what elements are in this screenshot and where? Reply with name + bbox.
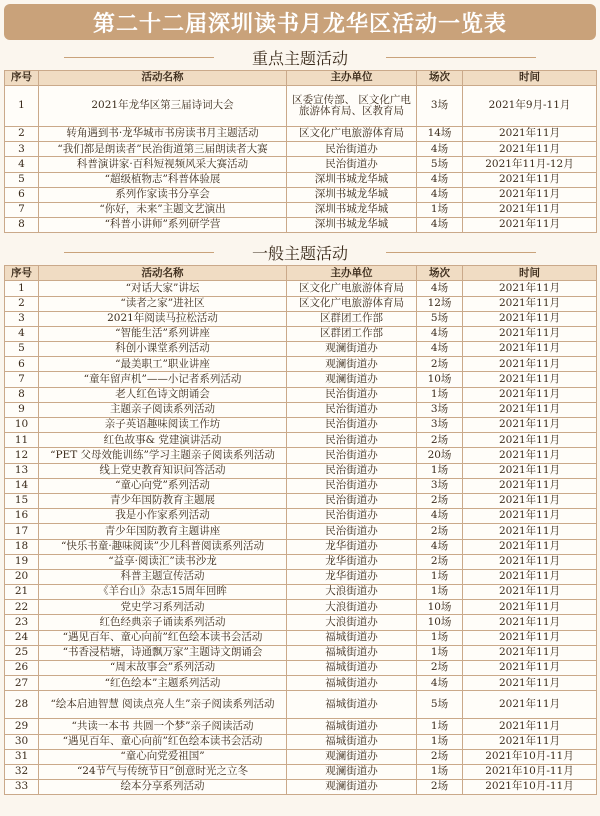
table-row — [5, 86, 597, 127]
cell-name: “红色绘本”主题系列活动 — [39, 676, 287, 691]
cell-name: “超级植物志”科普体验展 — [39, 172, 287, 187]
cell-no: 1 — [5, 281, 39, 296]
cell-time: 2021年11月 — [463, 296, 597, 311]
general-activities-table — [4, 265, 597, 795]
table-row — [5, 600, 597, 615]
cell-count: 2场 — [417, 661, 463, 676]
header-org: 主办单位 — [287, 71, 417, 86]
cell-no: 11 — [5, 433, 39, 448]
cell-no: 9 — [5, 402, 39, 417]
cell-no: 33 — [5, 780, 39, 795]
cell-name: “周末故事会”系列活动 — [39, 661, 287, 676]
cell-count: 3场 — [417, 418, 463, 433]
table-row — [5, 509, 597, 524]
table-row — [5, 218, 597, 233]
cell-time: 2021年10月-11月 — [463, 764, 597, 779]
cell-no: 12 — [5, 448, 39, 463]
table-row — [5, 418, 597, 433]
cell-org: 民治街道办 — [287, 402, 417, 417]
cell-name: 红色经典亲子诵读系列活动 — [39, 615, 287, 630]
cell-name: 老人红色诗文朗诵会 — [39, 387, 287, 402]
cell-time: 2021年11月 — [463, 524, 597, 539]
cell-org: 民治街道办 — [287, 433, 417, 448]
table-row — [5, 524, 597, 539]
cell-count: 4场 — [417, 187, 463, 202]
table-row — [5, 281, 597, 296]
cell-name: “对话大家”讲坛 — [39, 281, 287, 296]
cell-time: 2021年11月 — [463, 539, 597, 554]
cell-count: 3场 — [417, 478, 463, 493]
cell-name: 科普主题宣传活动 — [39, 569, 287, 584]
cell-count: 1场 — [417, 585, 463, 600]
cell-name: 主题亲子阅读系列活动 — [39, 402, 287, 417]
cell-time: 2021年11月 — [463, 645, 597, 660]
table-row — [5, 585, 597, 600]
cell-name: 亲子英语趣味阅读工作坊 — [39, 418, 287, 433]
cell-count: 4场 — [417, 218, 463, 233]
cell-org: 深圳书城龙华城 — [287, 218, 417, 233]
cell-org: 民治街道办 — [287, 387, 417, 402]
table-row — [5, 719, 597, 734]
cell-name: “遇见百年、童心向前”红色绘本读书会活动 — [39, 734, 287, 749]
cell-no: 14 — [5, 478, 39, 493]
cell-no: 5 — [5, 172, 39, 187]
header-count: 场次 — [417, 266, 463, 281]
general-table-body — [5, 281, 597, 795]
cell-org: 民治街道办 — [287, 142, 417, 157]
cell-time: 2021年11月 — [463, 433, 597, 448]
cell-time: 2021年11月 — [463, 357, 597, 372]
cell-no: 24 — [5, 630, 39, 645]
table-row — [5, 157, 597, 172]
cell-count: 4场 — [417, 676, 463, 691]
cell-time: 2021年11月 — [463, 569, 597, 584]
table-row — [5, 402, 597, 417]
cell-no: 3 — [5, 142, 39, 157]
cell-no: 20 — [5, 569, 39, 584]
cell-org: 福城街道办 — [287, 691, 417, 719]
cell-count: 2场 — [417, 554, 463, 569]
cell-time: 2021年11月-12月 — [463, 157, 597, 172]
cell-time: 2021年11月 — [463, 387, 597, 402]
cell-no: 1 — [5, 86, 39, 127]
table-row — [5, 749, 597, 764]
key-table-body — [5, 86, 597, 233]
cell-no: 16 — [5, 509, 39, 524]
table-row — [5, 676, 597, 691]
table-row — [5, 734, 597, 749]
cell-org: 民治街道办 — [287, 509, 417, 524]
table-row — [5, 630, 597, 645]
cell-org: 龙华街道办 — [287, 569, 417, 584]
cell-count: 4场 — [417, 281, 463, 296]
cell-count: 2场 — [417, 749, 463, 764]
cell-name: “最美职工”职业讲座 — [39, 357, 287, 372]
cell-time: 2021年11月 — [463, 554, 597, 569]
cell-count: 4场 — [417, 539, 463, 554]
page-title: 第二十二届深圳读书月龙华区活动一览表 — [4, 4, 596, 40]
cell-org: 龙华街道办 — [287, 539, 417, 554]
cell-no: 25 — [5, 645, 39, 660]
table-row — [5, 764, 597, 779]
cell-org: 民治街道办 — [287, 463, 417, 478]
cell-org: 民治街道办 — [287, 418, 417, 433]
cell-name: “童年留声机”——小记者系列活动 — [39, 372, 287, 387]
cell-no: 22 — [5, 600, 39, 615]
cell-org: 福城街道办 — [287, 676, 417, 691]
cell-time: 2021年11月 — [463, 127, 597, 142]
cell-org: 观澜街道办 — [287, 764, 417, 779]
cell-count: 12场 — [417, 296, 463, 311]
cell-name: 科普演讲家·百科短视频风采大赛活动 — [39, 157, 287, 172]
cell-org: 区群团工作部 — [287, 326, 417, 341]
cell-no: 29 — [5, 719, 39, 734]
cell-org: 区委宣传部、 区文化广电旅游体育局、区教育局 — [287, 86, 417, 127]
cell-time: 2021年10月-11月 — [463, 780, 597, 795]
cell-count: 4场 — [417, 172, 463, 187]
cell-count: 2场 — [417, 780, 463, 795]
table-row — [5, 569, 597, 584]
cell-no: 2 — [5, 296, 39, 311]
general-section-title: 一般主题活动 — [4, 239, 596, 265]
cell-name: “科普小讲师”系列研学营 — [39, 218, 287, 233]
cell-org: 福城街道办 — [287, 645, 417, 660]
cell-org: 区群团工作部 — [287, 311, 417, 326]
cell-name: 科创小课堂系列活动 — [39, 342, 287, 357]
cell-no: 27 — [5, 676, 39, 691]
cell-no: 6 — [5, 357, 39, 372]
cell-org: 区文化广电旅游体育局 — [287, 281, 417, 296]
cell-time: 2021年11月 — [463, 342, 597, 357]
cell-name: “绘本启迪智慧 阅读点亮人生”亲子阅读系列活动 — [39, 691, 287, 719]
cell-no: 21 — [5, 585, 39, 600]
cell-org: 区文化广电旅游体育局 — [287, 296, 417, 311]
cell-org: 深圳书城龙华城 — [287, 187, 417, 202]
cell-time: 2021年11月 — [463, 615, 597, 630]
cell-name: 红色故事& 党建演讲活动 — [39, 433, 287, 448]
cell-time: 2021年11月 — [463, 372, 597, 387]
cell-time: 2021年11月 — [463, 600, 597, 615]
cell-count: 2场 — [417, 493, 463, 508]
cell-org: 民治街道办 — [287, 448, 417, 463]
header-time: 时间 — [463, 71, 597, 86]
cell-name: “PET 父母效能训练”学习主题亲子阅读系列活动 — [39, 448, 287, 463]
table-row — [5, 478, 597, 493]
cell-name: 转角遇到书·龙华城市书房读书月主题活动 — [39, 127, 287, 142]
cell-count: 4场 — [417, 142, 463, 157]
header-no: 序号 — [5, 71, 39, 86]
cell-name: “书香浸桔塘，诗通飘万家”主题诗文朗诵会 — [39, 645, 287, 660]
header-name: 活动名称 — [39, 266, 287, 281]
key-activities-table — [4, 70, 597, 233]
cell-count: 1场 — [417, 463, 463, 478]
header-org: 主办单位 — [287, 266, 417, 281]
table-row — [5, 554, 597, 569]
cell-name: 《羊台山》杂志15周年回眸 — [39, 585, 287, 600]
cell-time: 2021年11月 — [463, 463, 597, 478]
cell-time: 2021年11月 — [463, 402, 597, 417]
cell-name: 青少年国防教育主题讲座 — [39, 524, 287, 539]
cell-org: 福城街道办 — [287, 630, 417, 645]
cell-count: 4场 — [417, 326, 463, 341]
table-row — [5, 342, 597, 357]
table-row — [5, 202, 597, 217]
cell-org: 深圳书城龙华城 — [287, 202, 417, 217]
cell-name: 2021年龙华区第三届诗词大会 — [39, 86, 287, 127]
cell-count: 5场 — [417, 691, 463, 719]
cell-no: 10 — [5, 418, 39, 433]
cell-org: 龙华街道办 — [287, 554, 417, 569]
cell-no: 17 — [5, 524, 39, 539]
table-row — [5, 387, 597, 402]
cell-name: 党史学习系列活动 — [39, 600, 287, 615]
cell-count: 3场 — [417, 402, 463, 417]
cell-count: 14场 — [417, 127, 463, 142]
cell-name: 线上党史教育知识问答活动 — [39, 463, 287, 478]
cell-count: 5场 — [417, 157, 463, 172]
cell-org: 福城街道办 — [287, 661, 417, 676]
cell-org: 区文化广电旅游体育局 — [287, 127, 417, 142]
cell-org: 福城街道办 — [287, 734, 417, 749]
cell-count: 4场 — [417, 509, 463, 524]
cell-count: 1场 — [417, 630, 463, 645]
cell-count: 2场 — [417, 433, 463, 448]
cell-time: 2021年11月 — [463, 281, 597, 296]
cell-time: 2021年11月 — [463, 734, 597, 749]
cell-name: 绘本分享系列活动 — [39, 780, 287, 795]
cell-no: 3 — [5, 311, 39, 326]
cell-count: 10场 — [417, 372, 463, 387]
cell-no: 30 — [5, 734, 39, 749]
cell-count: 1场 — [417, 764, 463, 779]
cell-name: “益享·阅读汇”读书沙龙 — [39, 554, 287, 569]
cell-count: 1场 — [417, 719, 463, 734]
cell-count: 1场 — [417, 202, 463, 217]
cell-no: 32 — [5, 764, 39, 779]
cell-name: “读者之家”进社区 — [39, 296, 287, 311]
cell-no: 4 — [5, 157, 39, 172]
cell-count: 3场 — [417, 86, 463, 127]
table-row — [5, 433, 597, 448]
cell-name: 系列作家读书分享会 — [39, 187, 287, 202]
cell-no: 19 — [5, 554, 39, 569]
cell-org: 民治街道办 — [287, 524, 417, 539]
table-row — [5, 372, 597, 387]
cell-no: 5 — [5, 342, 39, 357]
cell-count: 1场 — [417, 734, 463, 749]
cell-no: 7 — [5, 372, 39, 387]
table-row — [5, 539, 597, 554]
cell-time: 2021年11月 — [463, 676, 597, 691]
cell-no: 8 — [5, 218, 39, 233]
cell-time: 2021年11月 — [463, 661, 597, 676]
table-row — [5, 493, 597, 508]
table-row — [5, 691, 597, 719]
cell-name: “遇见百年、童心向前”红色绘本读书会活动 — [39, 630, 287, 645]
cell-count: 1场 — [417, 645, 463, 660]
cell-time: 2021年11月 — [463, 630, 597, 645]
table-row — [5, 142, 597, 157]
cell-no: 18 — [5, 539, 39, 554]
table-header-row — [5, 266, 597, 281]
cell-org: 民治街道办 — [287, 478, 417, 493]
cell-count: 1场 — [417, 569, 463, 584]
cell-count: 4场 — [417, 342, 463, 357]
cell-org: 大浪街道办 — [287, 600, 417, 615]
cell-no: 4 — [5, 326, 39, 341]
cell-name: 青少年国防教育主题展 — [39, 493, 287, 508]
cell-time: 2021年11月 — [463, 326, 597, 341]
cell-time: 2021年9月-11月 — [463, 86, 597, 127]
cell-time: 2021年11月 — [463, 202, 597, 217]
header-time: 时间 — [463, 266, 597, 281]
cell-count: 2场 — [417, 357, 463, 372]
cell-org: 观澜街道办 — [287, 780, 417, 795]
cell-count: 10场 — [417, 600, 463, 615]
key-section-title: 重点主题活动 — [4, 44, 596, 70]
cell-name: “你好，未来”主题文艺演出 — [39, 202, 287, 217]
table-header-row — [5, 71, 597, 86]
cell-time: 2021年11月 — [463, 187, 597, 202]
cell-time: 2021年11月 — [463, 172, 597, 187]
cell-no: 28 — [5, 691, 39, 719]
cell-name: 2021年阅读马拉松活动 — [39, 311, 287, 326]
table-row — [5, 172, 597, 187]
cell-count: 2场 — [417, 524, 463, 539]
cell-org: 深圳书城龙华城 — [287, 172, 417, 187]
cell-org: 民治街道办 — [287, 493, 417, 508]
table-row — [5, 296, 597, 311]
table-row — [5, 326, 597, 341]
cell-no: 2 — [5, 127, 39, 142]
cell-org: 观澜街道办 — [287, 357, 417, 372]
cell-name: “童心向党爱祖国” — [39, 749, 287, 764]
table-row — [5, 615, 597, 630]
cell-org: 大浪街道办 — [287, 585, 417, 600]
cell-no: 8 — [5, 387, 39, 402]
cell-org: 观澜街道办 — [287, 372, 417, 387]
cell-time: 2021年11月 — [463, 478, 597, 493]
cell-time: 2021年10月-11月 — [463, 749, 597, 764]
cell-org: 观澜街道办 — [287, 749, 417, 764]
cell-count: 1场 — [417, 387, 463, 402]
cell-org: 大浪街道办 — [287, 615, 417, 630]
cell-time: 2021年11月 — [463, 691, 597, 719]
cell-org: 观澜街道办 — [287, 342, 417, 357]
table-row — [5, 645, 597, 660]
cell-time: 2021年11月 — [463, 218, 597, 233]
cell-name: “我们都是朗读者”民治街道第三届朗读者大赛 — [39, 142, 287, 157]
cell-time: 2021年11月 — [463, 448, 597, 463]
table-row — [5, 463, 597, 478]
cell-name: 我是小作家系列活动 — [39, 509, 287, 524]
cell-org: 民治街道办 — [287, 157, 417, 172]
table-row — [5, 311, 597, 326]
header-name: 活动名称 — [39, 71, 287, 86]
cell-time: 2021年11月 — [463, 509, 597, 524]
cell-time: 2021年11月 — [463, 418, 597, 433]
table-row — [5, 187, 597, 202]
cell-time: 2021年11月 — [463, 719, 597, 734]
cell-time: 2021年11月 — [463, 311, 597, 326]
cell-name: “共读一本书 共圆一个梦”亲子阅读活动 — [39, 719, 287, 734]
header-count: 场次 — [417, 71, 463, 86]
cell-time: 2021年11月 — [463, 493, 597, 508]
cell-no: 31 — [5, 749, 39, 764]
cell-no: 15 — [5, 493, 39, 508]
header-no: 序号 — [5, 266, 39, 281]
cell-org: 福城街道办 — [287, 719, 417, 734]
cell-time: 2021年11月 — [463, 142, 597, 157]
cell-name: “童心向党”系列活动 — [39, 478, 287, 493]
cell-count: 5场 — [417, 311, 463, 326]
cell-no: 26 — [5, 661, 39, 676]
table-row — [5, 357, 597, 372]
table-row — [5, 448, 597, 463]
cell-time: 2021年11月 — [463, 585, 597, 600]
cell-count: 20场 — [417, 448, 463, 463]
table-row — [5, 661, 597, 676]
cell-no: 13 — [5, 463, 39, 478]
table-row — [5, 127, 597, 142]
cell-name: “智能生活”系列讲座 — [39, 326, 287, 341]
cell-name: “24节气与传统节日”创意时光之立冬 — [39, 764, 287, 779]
cell-name: “快乐书童·趣味阅读”少儿科普阅读系列活动 — [39, 539, 287, 554]
table-row — [5, 780, 597, 795]
cell-count: 10场 — [417, 615, 463, 630]
cell-no: 6 — [5, 187, 39, 202]
cell-no: 23 — [5, 615, 39, 630]
cell-no: 7 — [5, 202, 39, 217]
